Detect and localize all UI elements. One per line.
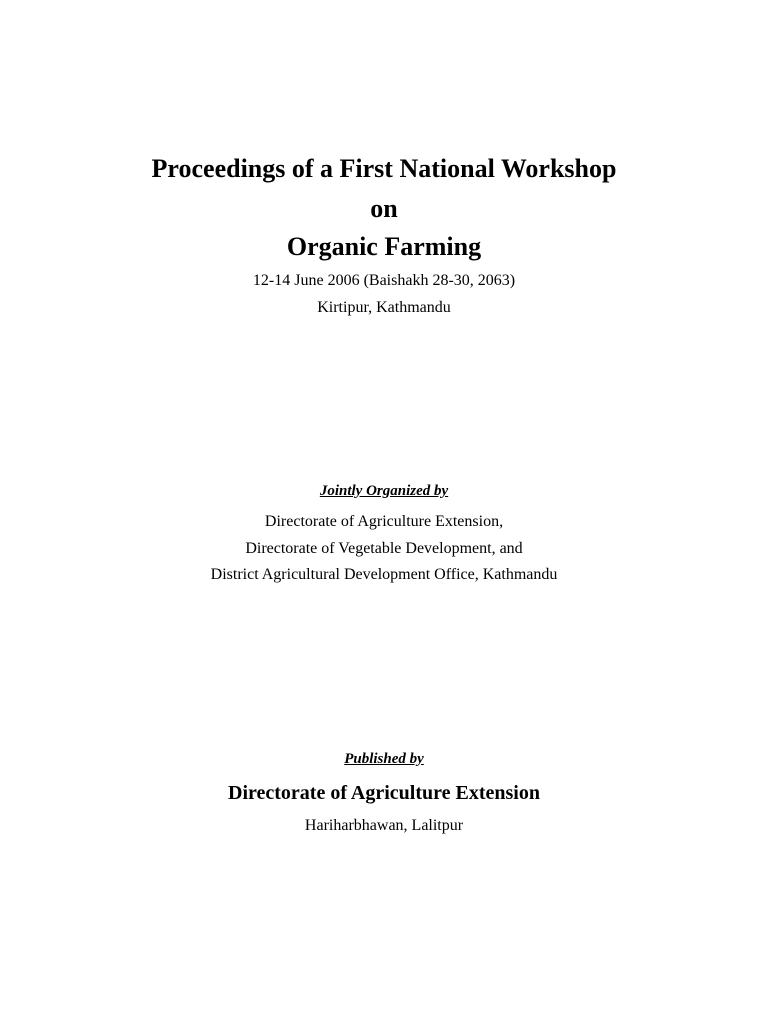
publisher-name: Directorate of Agriculture Extension: [228, 782, 540, 804]
title-line-3: Organic Farming: [286, 232, 482, 261]
title-line-1: Proceedings of a First National Workshop: [151, 154, 617, 183]
organizers-heading: Jointly Organized by: [319, 483, 449, 499]
publisher-address: Hariharbhawan, Lalitpur: [304, 817, 464, 834]
organizer-line-1: Directorate of Agriculture Extension,: [264, 513, 504, 530]
organizer-line-3: District Agricultural Development Office, Kathmandu: [210, 566, 558, 583]
title-line-2: on: [370, 194, 398, 223]
organizer-line-2: Directorate of Vegetable Development, and: [245, 540, 523, 557]
publisher-heading: Published by: [344, 751, 424, 767]
event-venue: Kirtipur, Kathmandu: [317, 299, 451, 316]
event-dates: 12-14 June 2006 (Baishakh 28-30, 2063): [252, 272, 516, 289]
